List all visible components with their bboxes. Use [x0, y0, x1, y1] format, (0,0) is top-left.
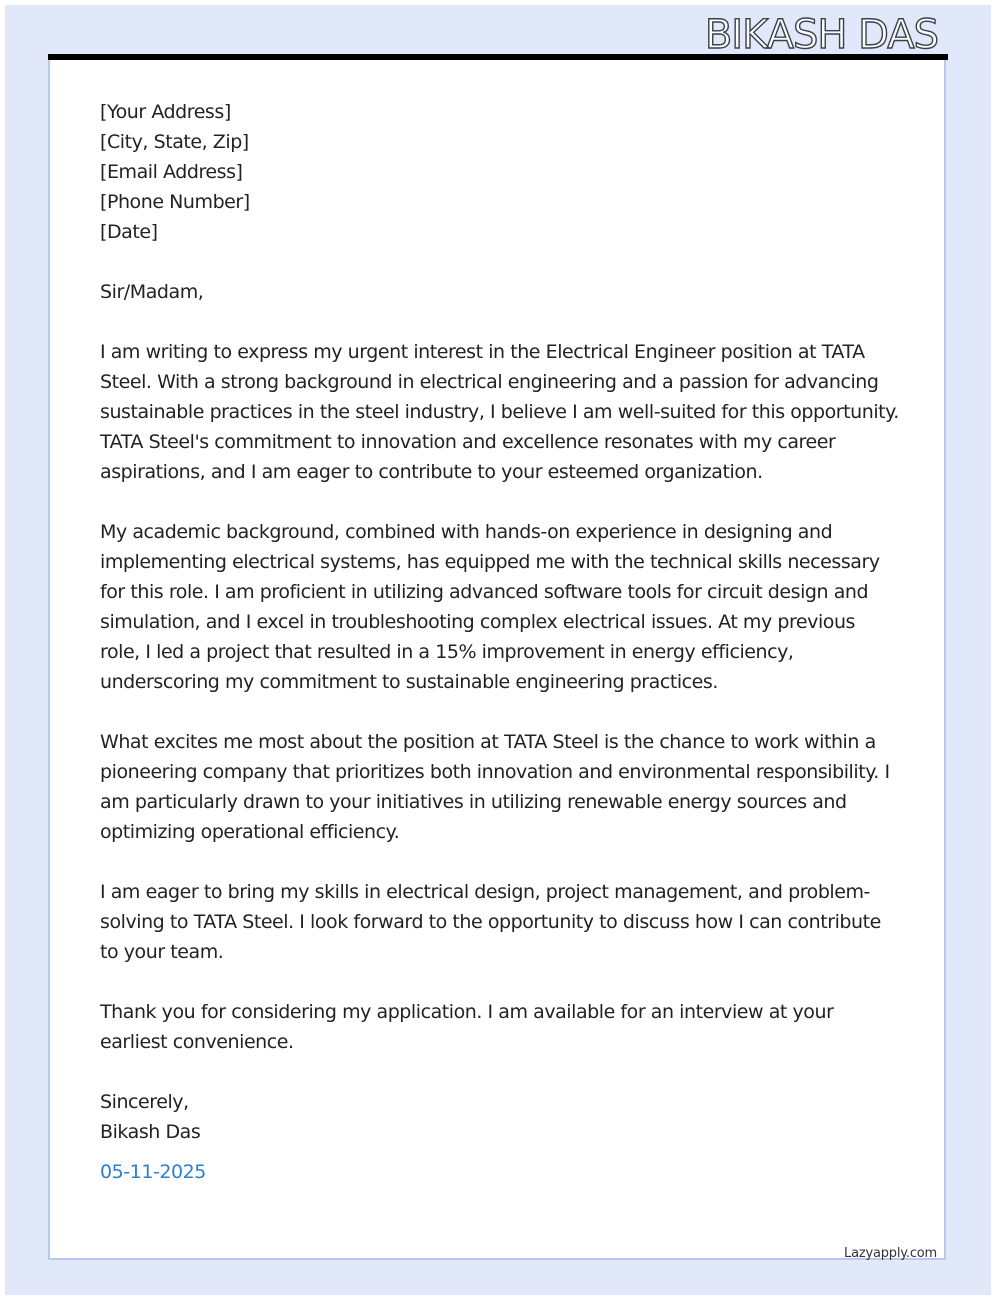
valediction: Sincerely, [100, 1091, 189, 1113]
cover-letter-body [100, 97, 900, 1187]
letter-date: 05-11-2025 [100, 1161, 206, 1183]
contact-block [100, 97, 900, 247]
signature-name: Bikash Das [100, 1121, 201, 1143]
paragraph-thanks: Thank you for considering my application. I am available for an interview at your earliest convenience. [100, 1001, 834, 1053]
paragraph-experience: My academic background, combined with hands-on experience in designing and implementing electrical systems, has equipped me with the technical skills necessary for this role. I am proficient in utilizing advanced software tools for circuit design and simulation, and I excel in troubleshooting complex electrical issues. At my previous role, I led a project that resulted in a 15% improvement in energy efficiency, underscoring my commitment to sustainable engineering practices. [100, 521, 880, 693]
paragraph-motivation: What excites me most about the position at TATA Steel is the chance to work within a pioneering company that prioritizes both innovation and environmental responsibility. I am particularly drawn to your initiatives in utilizing renewable energy sources and optimizing operational efficiency. [100, 731, 890, 843]
applicant-name-heading: BIKASH DAS [704, 12, 938, 58]
closing-block [100, 1087, 900, 1187]
footer-brand-link[interactable]: Lazyapply.com [844, 1246, 937, 1261]
paragraph-intro: I am writing to express my urgent interest in the Electrical Engineer position at TATA Steel. With a strong background in electrical engineering and a passion for advancing sustainable practices in the steel industry, I believe I am well-suited for this opportunity. TATA Steel's commitment to innovation and excellence resonates with my career aspirations, and I am eager to contribute to your esteemed organization. [100, 341, 899, 483]
contact-address: [Your Address] [100, 101, 231, 123]
salutation: Sir/Madam, [100, 281, 204, 303]
contact-phone: [Phone Number] [100, 191, 250, 213]
contact-city-state-zip: [City, State, Zip] [100, 131, 249, 153]
contact-email: [Email Address] [100, 161, 243, 183]
contact-date: [Date] [100, 221, 158, 243]
paragraph-contribution: I am eager to bring my skills in electrical design, project management, and problem-solving to TATA Steel. I look forward to the opportunity to discuss how I can contribute to your team. [100, 881, 881, 963]
